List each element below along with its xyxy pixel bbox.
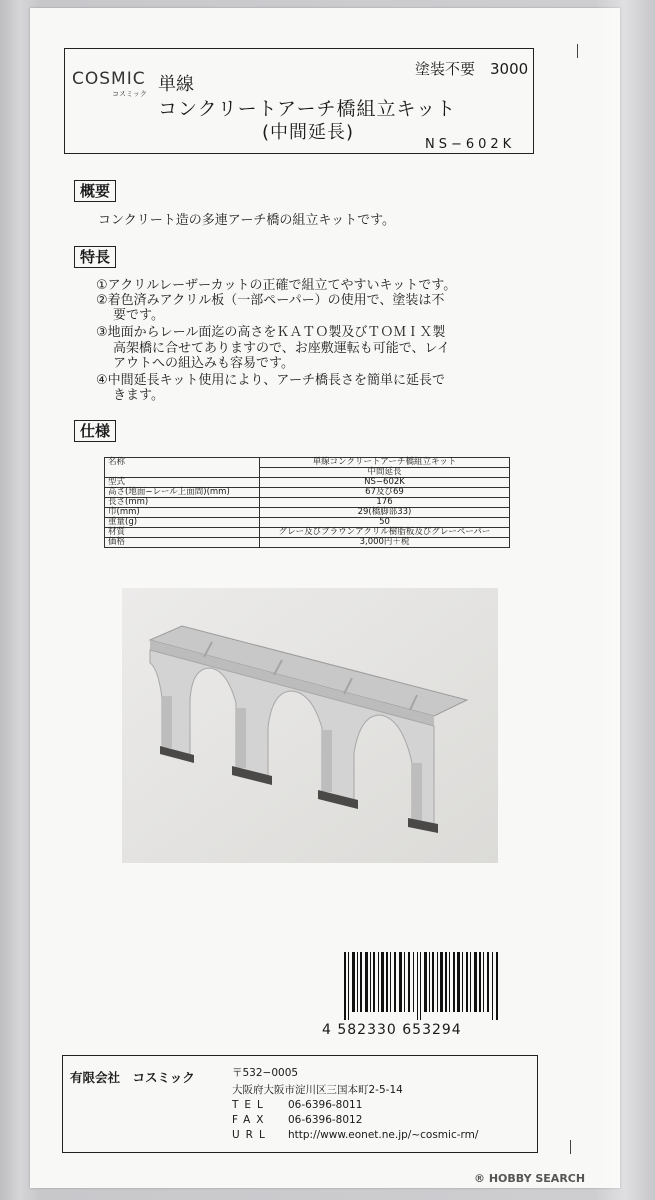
- overview-heading: 概要: [74, 180, 116, 202]
- spec-label: 長さ(mm): [105, 498, 260, 508]
- spec-label: 価格: [105, 538, 260, 548]
- feature-line: ①アクリルレーザーカットの正確で組立てやすいキットです。: [96, 278, 457, 293]
- bag-sheen: [595, 0, 655, 1200]
- features-heading: 特長: [74, 246, 116, 268]
- spec-value: 29(橋脚部33): [260, 508, 510, 518]
- spec-label: 型式: [105, 478, 260, 488]
- spec-value: 3,000円＋税: [260, 538, 510, 548]
- trim-mark: [570, 1140, 571, 1154]
- logo-text: COSMIC: [72, 69, 146, 89]
- table-row: [105, 538, 510, 548]
- spec-value: 50: [260, 518, 510, 528]
- feature-line: ③地面からレール面迄の高さをＫＡＴＯ製及びＴＯＭＩＸ製: [96, 325, 446, 340]
- url-label: URL: [232, 1129, 271, 1141]
- arch-bridge-illustration: [122, 588, 498, 863]
- feature-line: アウトへの組込みも容易です。: [113, 356, 294, 371]
- spec-value: NS−602K: [260, 478, 510, 488]
- logo-subtext: コスミック: [112, 90, 147, 98]
- price-line: 塗装不要 3000: [415, 60, 529, 78]
- tel-label: TEL: [232, 1099, 269, 1111]
- feature-line: ②着色済みアクリル板（一部ペーパー）の使用で、塗装は不: [96, 293, 445, 308]
- spec-label: [105, 468, 260, 478]
- product-type: 単線: [158, 74, 194, 95]
- spec-value: 176: [260, 498, 510, 508]
- product-title: コンクリートアーチ橋組立キット: [158, 98, 457, 120]
- table-row: [105, 488, 510, 498]
- feature-line: 要です。: [113, 308, 164, 323]
- table-row: [105, 468, 510, 478]
- barcode-digits: 4 582330 653294: [322, 1022, 462, 1038]
- feature-line: きます。: [113, 388, 164, 403]
- spec-label: 名称: [105, 458, 260, 468]
- website-url: http://www.eonet.ne.jp/~cosmic-rm/: [288, 1129, 479, 1141]
- table-row: [105, 528, 510, 538]
- spec-label: 重量(g): [105, 518, 260, 528]
- fax-number: 06-6396-8012: [288, 1114, 363, 1126]
- spec-label: 巾(mm): [105, 508, 260, 518]
- product-photo: [122, 588, 498, 863]
- tel-number: 06-6396-8011: [288, 1099, 363, 1111]
- spec-label: 高さ(地面−レール上面間)(mm): [105, 488, 260, 498]
- table-row: [105, 478, 510, 488]
- trim-mark: [577, 44, 578, 58]
- table-row: [105, 508, 510, 518]
- spec-table: [104, 457, 510, 548]
- table-row: [105, 458, 510, 468]
- barcode-icon: [344, 952, 500, 1020]
- spec-label: 材質: [105, 528, 260, 538]
- overview-text: コンクリート造の多連アーチ橋の組立キットです。: [98, 213, 396, 228]
- table-row: [105, 498, 510, 508]
- feature-line: ④中間延長キット使用により、アーチ橋長さを簡単に延長で: [96, 373, 446, 388]
- product-code: NS−602K: [425, 137, 516, 152]
- spec-value: 単線コンクリートアーチ橋組立キット: [260, 458, 510, 468]
- brand-logo: [72, 70, 150, 98]
- watermark-text: HOBBY SEARCH: [488, 1172, 586, 1185]
- watermark: ® HOBBY SEARCH: [474, 1172, 586, 1185]
- spec-value: 67及び69: [260, 488, 510, 498]
- postal-code: 〒532−0005: [232, 1067, 299, 1079]
- product-variant: (中間延長): [262, 122, 355, 143]
- spec-heading: 仕様: [74, 420, 116, 442]
- table-row: [105, 518, 510, 528]
- company-name: 有限会社 コスミック: [70, 1070, 195, 1085]
- spec-value: グレー及びブラウンアクリル樹脂板及びグレーペーパー: [260, 528, 510, 538]
- fax-label: FAX: [232, 1114, 270, 1126]
- address: 大阪府大阪市淀川区三国本町2-5-14: [232, 1084, 403, 1096]
- spec-value: 中間延長: [260, 468, 510, 478]
- feature-line: 高架橋に合せてありますので、お座敷運転も可能で、レイ: [113, 341, 450, 356]
